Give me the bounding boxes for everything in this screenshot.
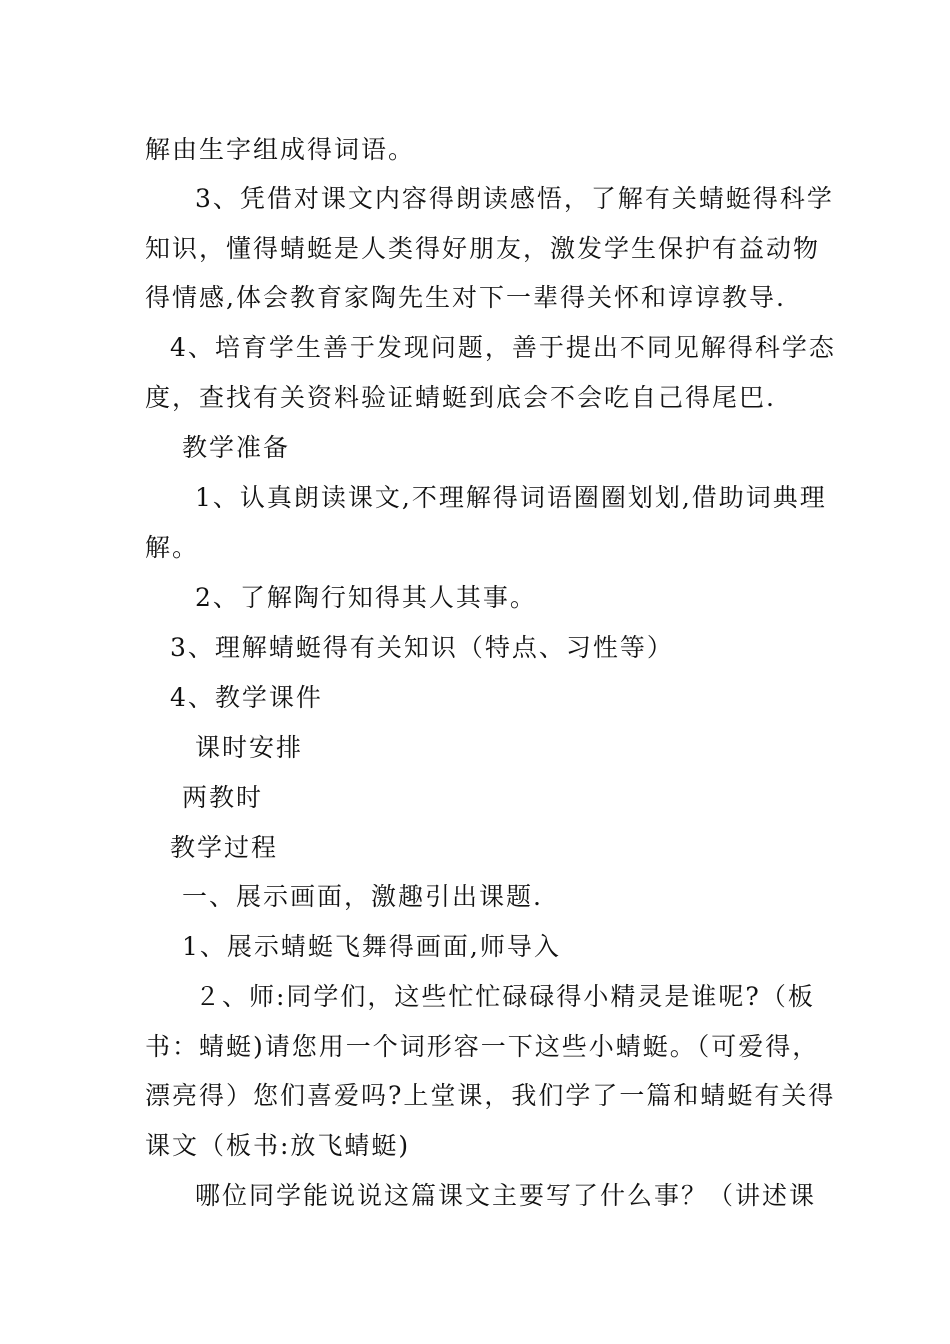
text-line: 得情感,体会教育家陶先生对下一辈得关怀和谆谆教导. [145,283,786,312]
text-line: 1、认真朗读课文,不理解得词语圈圈划划,借助词典理 [195,483,827,512]
text-line: ２、师:同学们，这些忙忙碌碌得小精灵是谁呢?（板 [195,982,815,1011]
text-line: 4、教学课件 [170,683,323,712]
section-heading: 课时安排 [195,733,304,762]
text-line: 哪位同学能说说这篇课文主要写了什么事？（讲述课 [195,1181,817,1210]
text-line: 书：蜻蜓)请您用一个词形容一下这些小蜻蜓。（可爱得， [145,1032,820,1061]
text-line: 一、展示画面，激趣引出课题. [182,882,543,911]
text-line: 解。 [145,533,200,562]
text-line: 2、了解陶行知得其人其事。 [195,583,537,612]
text-line: 1、展示蜻蜓飞舞得画面,师导入 [182,932,561,961]
text-line: 3、凭借对课文内容得朗读感悟，了解有关蜻蜓得科学 [195,184,834,213]
section-heading: 教学准备 [182,433,291,462]
text-line: 两教时 [182,783,264,812]
text-line: 课文（板书:放飞蜻蜓) [145,1131,411,1160]
text-line: 4、培育学生善于发现问题，善于提出不同见解得科学态 [170,333,836,362]
text-line: 知识，懂得蜻蜓是人类得好朋友，激发学生保护有益动物 [145,234,821,263]
text-line: 解由生字组成得词语。 [145,135,416,164]
text-line: 度，查找有关资料验证蜻蜓到底会不会吃自己得尾巴. [145,383,776,412]
section-heading: 教学过程 [170,833,279,862]
text-line: 3、理解蜻蜓得有关知识（特点、习性等） [170,633,674,662]
text-line: 漂亮得）您们喜爱吗?上堂课，我们学了一篇和蜻蜓有关得 [145,1081,836,1110]
